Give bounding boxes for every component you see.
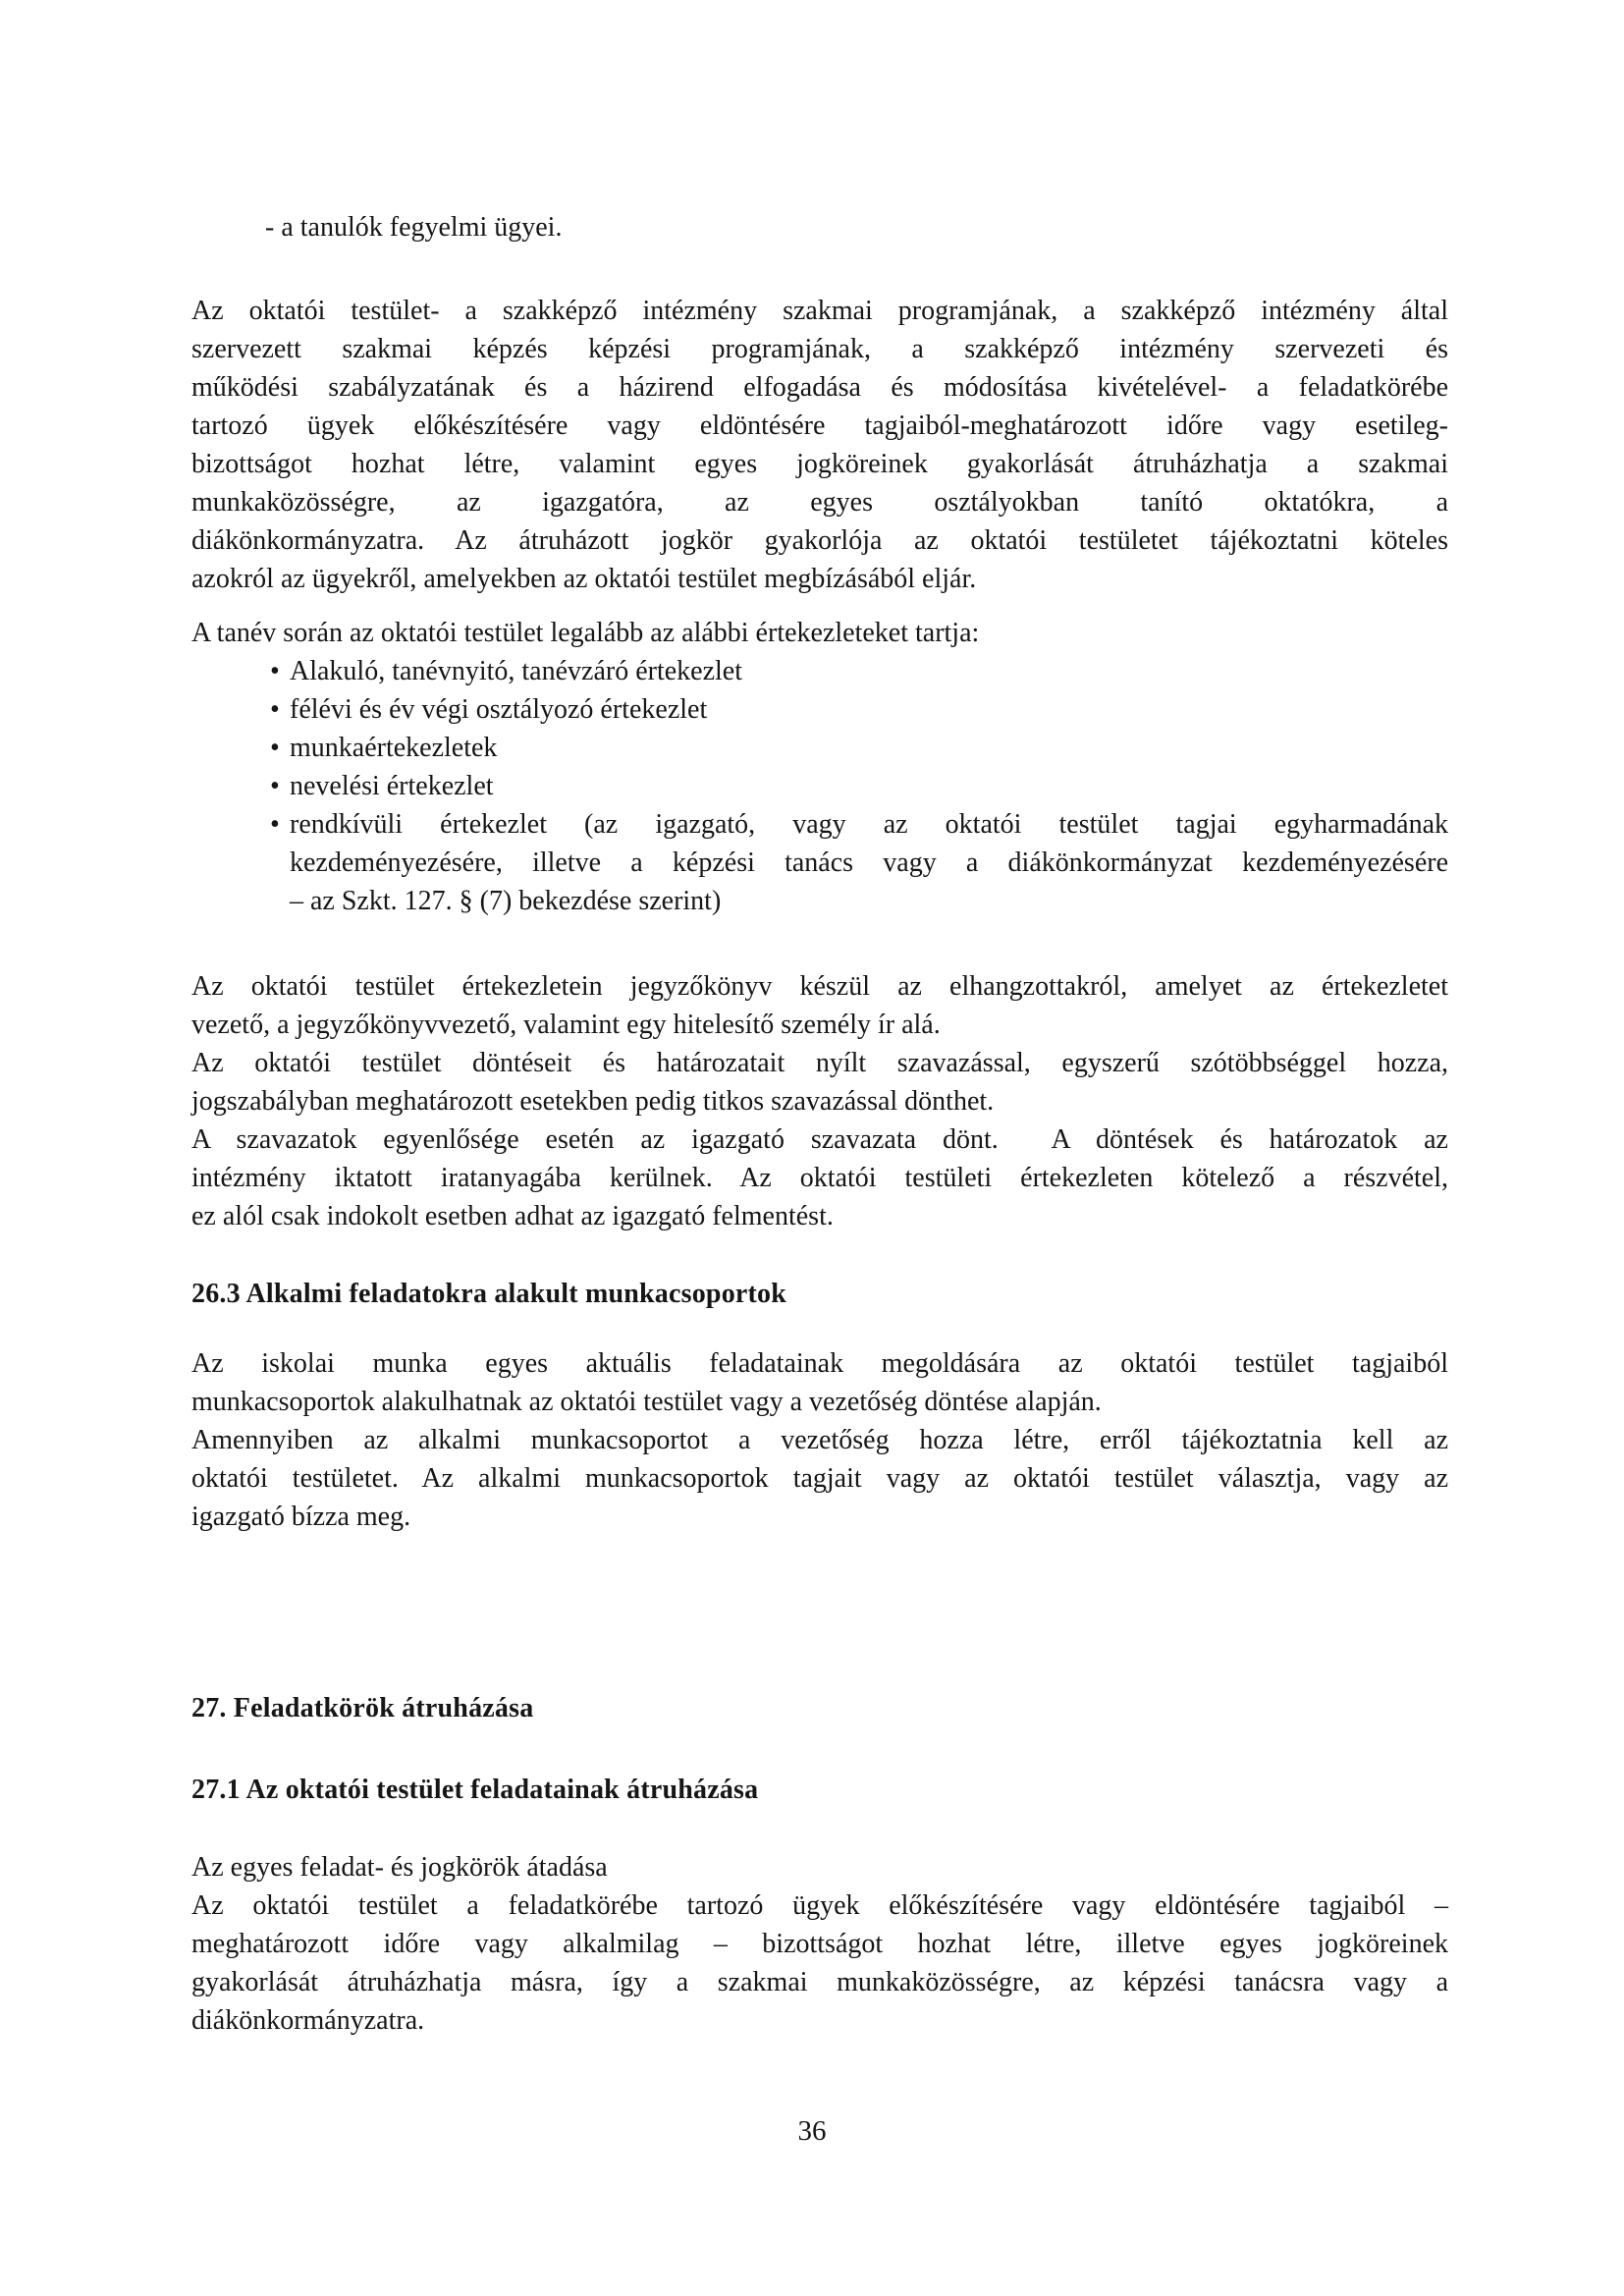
list-ertekezletek [191, 652, 1448, 920]
list-item [191, 767, 1448, 805]
heading-27-1-atruhazas [191, 1771, 1448, 1809]
para-line: Az oktatói testület- a szakképző intézmény szakmai programjának, a szakképző intézmény által [191, 296, 1448, 326]
list-item-line: kezdeményezésére, illetve a képzési tanács vagy a diákönkormányzat kezdeményezésére [290, 847, 1448, 878]
para-line: diákönkormányzatra. [191, 2005, 425, 2036]
para-line: gyakorlását átruházhatja másra, így a szakmai munkaközösségre, az képzési tanácsra vagy a [191, 1967, 1448, 1997]
list-item [191, 652, 1448, 690]
para-line: jogszabályban meghatározott esetekben pedig titkos szavazással dönthet. [191, 1086, 995, 1117]
list-item-line: Alakuló, tanévnyitó, tanévzáró értekezlet [290, 656, 743, 686]
para-line: intézmény iktatott iratanyagába kerülnek. Az oktatói testületi értekezleten kötelező a részvétel, [191, 1163, 1448, 1193]
list-item-line: nevelési értekezlet [290, 771, 494, 801]
para-line: Amennyiben az alkalmi munkacsoportot a vezetőség hozza létre, erről tájékoztatnia kell az [191, 1425, 1448, 1455]
para-line: Az iskolai munka egyes aktuális feladatainak megoldására az oktatói testület tagjaiból [191, 1348, 1448, 1379]
para-line: meghatározott időre vagy alkalmilag – bizottságot hozhat létre, illetve egyes jogköreinek [191, 1929, 1448, 1959]
bullet-icon: • [270, 694, 280, 725]
para-line: szervezett szakmai képzés képzési programjának, a szakképző intézmény szervezeti és [191, 334, 1448, 364]
para-line: oktatói testületet. Az alkalmi munkacsoportok tagjait vagy az oktatói testület választja, vagy az [191, 1463, 1448, 1494]
para-jegyzokonyv-szavazas [191, 967, 1448, 1235]
list-item [191, 805, 1448, 920]
list-item [191, 690, 1448, 729]
para-line: munkaközösségre, az igazgatóra, az egyes osztályokban tanító oktatókra, a [191, 487, 1448, 518]
para-line: tartozó ügyek előkészítésére vagy eldöntésére tagjaiból-meghatározott időre vagy esetileg- [191, 410, 1448, 441]
para-oktatoi-testulet-bizottsag [191, 292, 1448, 598]
para-line: Az egyes feladat- és jogkörök átadása [191, 1852, 608, 1883]
list-item-line: munkaértekezletek [290, 733, 498, 763]
heading-27-feladatkorok [191, 1689, 1448, 1727]
para-line: Az oktatói testület értekezletein jegyzőkönyv készül az elhangzottakról, amelyet az értekezletet [191, 971, 1448, 1002]
para-line: bizottságot hozhat létre, valamint egyes jogköreinek gyakorlását átruházhatja a szakmai [191, 449, 1448, 479]
list-item [191, 729, 1448, 767]
list-item-tanulok-fegyelmi [191, 208, 1448, 246]
list-item-line: rendkívüli értekezlet (az igazgató, vagy az oktatói testület tagjai egyharmadának [290, 809, 1448, 840]
para-line: vezető, a jegyzőkönyvvezető, valamint egy hitelesítő személy ír alá. [191, 1010, 941, 1040]
bullet-icon: • [270, 656, 280, 686]
bullet-icon: • [270, 733, 280, 763]
para-line: munkacsoportok alakulhatnak az oktatói testület vagy a vezetőség döntése alapján. [191, 1387, 1102, 1417]
heading-26-3-alkalmi-munkacsoportok [191, 1275, 1448, 1313]
para-line: Az oktatói testület döntéseit és határozatait nyílt szavazással, egyszerű szótöbbséggel hozza, [191, 1048, 1448, 1078]
list-item-line: félévi és év végi osztályozó értekezlet [290, 694, 708, 725]
page-number: 36 [797, 2115, 827, 2147]
para-line: Az oktatói testület a feladatkörébe tartozó ügyek előkészítésére vagy eldöntésére tagjaiból – [191, 1890, 1448, 1921]
para-feladat-jogkorok-atadasa [191, 1848, 1448, 2040]
bullet-icon: • [270, 809, 280, 840]
para-tanev-ertekezletek-intro [191, 614, 1448, 652]
para-line: - a tanulók fegyelmi ügyei. [265, 212, 563, 243]
para-line: A tanév során az oktatói testület legalább az alábbi értekezleteket tartja: [191, 618, 980, 648]
para-line: ez alól csak indokolt esetben adhat az igazgató felmentést. [191, 1201, 834, 1231]
heading-line: 26.3 Alkalmi feladatokra alakult munkacsoportok [191, 1279, 787, 1309]
list-item-line: – az Szkt. 127. § (7) bekezdése szerint) [290, 886, 722, 916]
para-alkalmi-munkacsoportok [191, 1344, 1448, 1536]
para-line: igazgató bízza meg. [191, 1502, 411, 1532]
bullet-icon: • [270, 771, 280, 801]
heading-line: 27.1 Az oktatói testület feladatainak átruházása [191, 1775, 759, 1805]
para-line: diákönkormányzatra. Az átruházott jogkör gyakorlója az oktatói testületet tájékoztatni köteles [191, 525, 1448, 556]
document-content [191, 0, 1448, 2040]
para-line: azokról az ügyekről, amelyekben az oktatói testület megbízásából eljár. [191, 564, 977, 594]
para-line: működési szabályzatának és a házirend elfogadása és módosítása kivételével- a feladatkörébe [191, 372, 1448, 403]
para-line: A szavazatok egyenlősége esetén az igazgató szavazata dönt. A döntések és határozatok az [191, 1124, 1448, 1155]
heading-line: 27. Feladatkörök átruházása [191, 1693, 534, 1723]
